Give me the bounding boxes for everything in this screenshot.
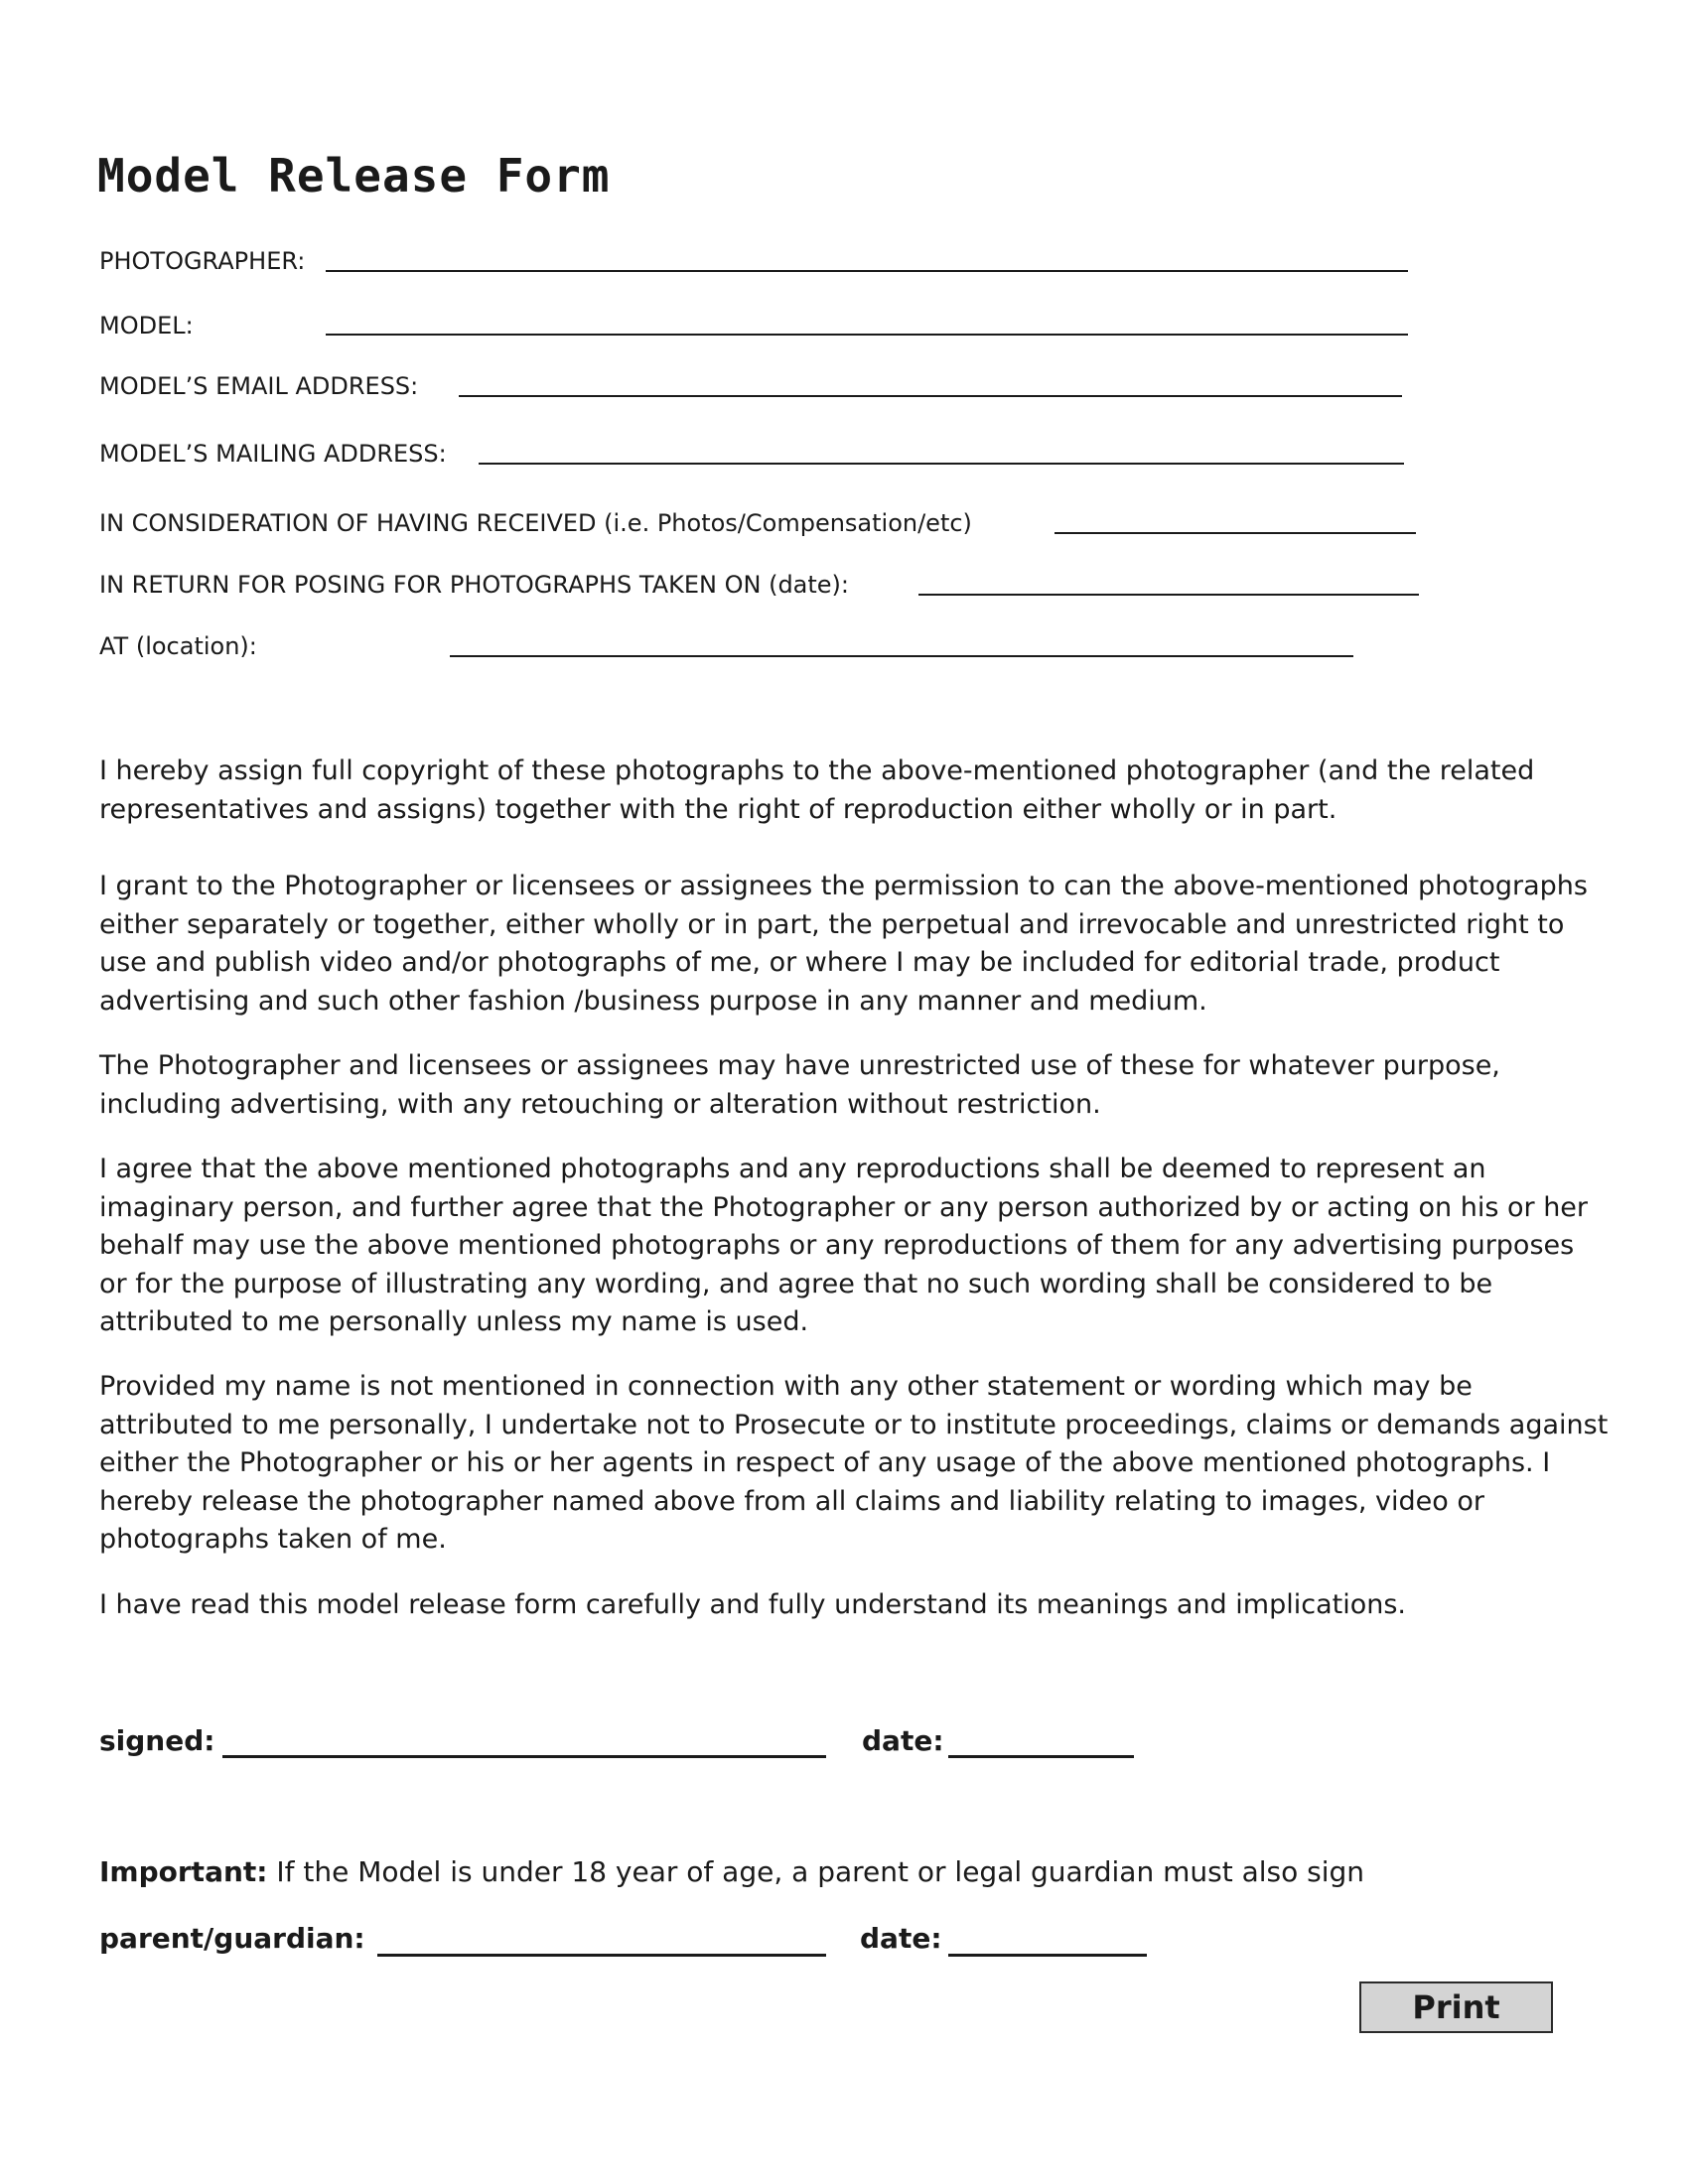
consideration-field[interactable] [1055,532,1416,534]
signature-field[interactable] [222,1755,826,1758]
guardian-label: parent/guardian: [99,1922,365,1955]
guardian-date-field[interactable] [948,1954,1147,1957]
mailing-address-label: MODEL’S MAILING ADDRESS: [99,440,447,468]
print-button[interactable]: Print [1359,1981,1553,2033]
signature-date-field[interactable] [948,1755,1134,1758]
important-note [99,1855,1364,1889]
acknowledgement-paragraph: I have read this model release form carefully and fully understand its meanings and implications. [99,1589,1406,1620]
guardian-signature-field[interactable] [377,1954,826,1957]
location-label: AT (location): [99,632,257,660]
location-field[interactable] [450,655,1353,657]
guardian-date-label: date: [860,1922,942,1955]
date-taken-field[interactable] [918,594,1419,596]
permission-paragraph: I grant to the Photographer or licensees or assignees the permission to can the above-mentioned photographs either separately or together, either wholly or in part, the perpetual and irrevocable and unrestricted right to use and publish video and/or photographs of me, or where I may be included for editorial trade, product advertising and such other fashion /business purpose in any manner and medium. [99,871,1588,1017]
imaginary-person-paragraph: I agree that the above mentioned photographs and any reproductions shall be deemed to represent an imaginary person, and further agree that the Photographer or any person authorized by or acting on his or her behalf may use the above mentioned photographs or any reproductions of them for any advertising purposes or for the purpose of illustrating any wording, and agree that no such wording shall be considered to be attributed to me personally unless my name is used. [99,1154,1589,1337]
copyright-paragraph: I hereby assign full copyright of these photographs to the above-mentioned photographer (and the related representatives and assigns) together with the right of reproduction either wholly or in part. [99,755,1535,825]
mailing-address-field[interactable] [479,463,1404,465]
important-label: Important: [99,1855,268,1888]
photographer-field[interactable] [326,270,1408,272]
release-paragraph: Provided my name is not mentioned in connection with any other statement or wording which may be attributed to me personally, I undertake not to Prosecute or to institute proceedings, claims or demands against either the Photographer or his or her agents in respect of any usage of the above mentioned photographs. I hereby release the photographer named above from all claims and liability relating to images, video or photographs taken of me. [99,1371,1609,1555]
email-field[interactable] [459,395,1402,397]
date-taken-label: IN RETURN FOR POSING FOR PHOTOGRAPHS TAKEN ON (date): [99,571,850,599]
important-text: If the Model is under 18 year of age, a parent or legal guardian must also sign [267,1855,1365,1888]
signed-label: signed: [99,1724,215,1757]
photographer-label: PHOTOGRAPHER: [99,247,306,275]
model-label: MODEL: [99,312,194,340]
email-label: MODEL’S EMAIL ADDRESS: [99,372,419,400]
signature-date-label: date: [862,1724,944,1757]
consideration-label: IN CONSIDERATION OF HAVING RECEIVED (i.e. Photos/Compensation/etc) [99,509,972,537]
model-field[interactable] [326,334,1408,336]
page-title: Model Release Form [97,149,611,203]
unrestricted-use-paragraph: The Photographer and licensees or assignees may have unrestricted use of these for whatever purpose, including advertising, with any retouching or alteration without restriction. [99,1050,1500,1120]
